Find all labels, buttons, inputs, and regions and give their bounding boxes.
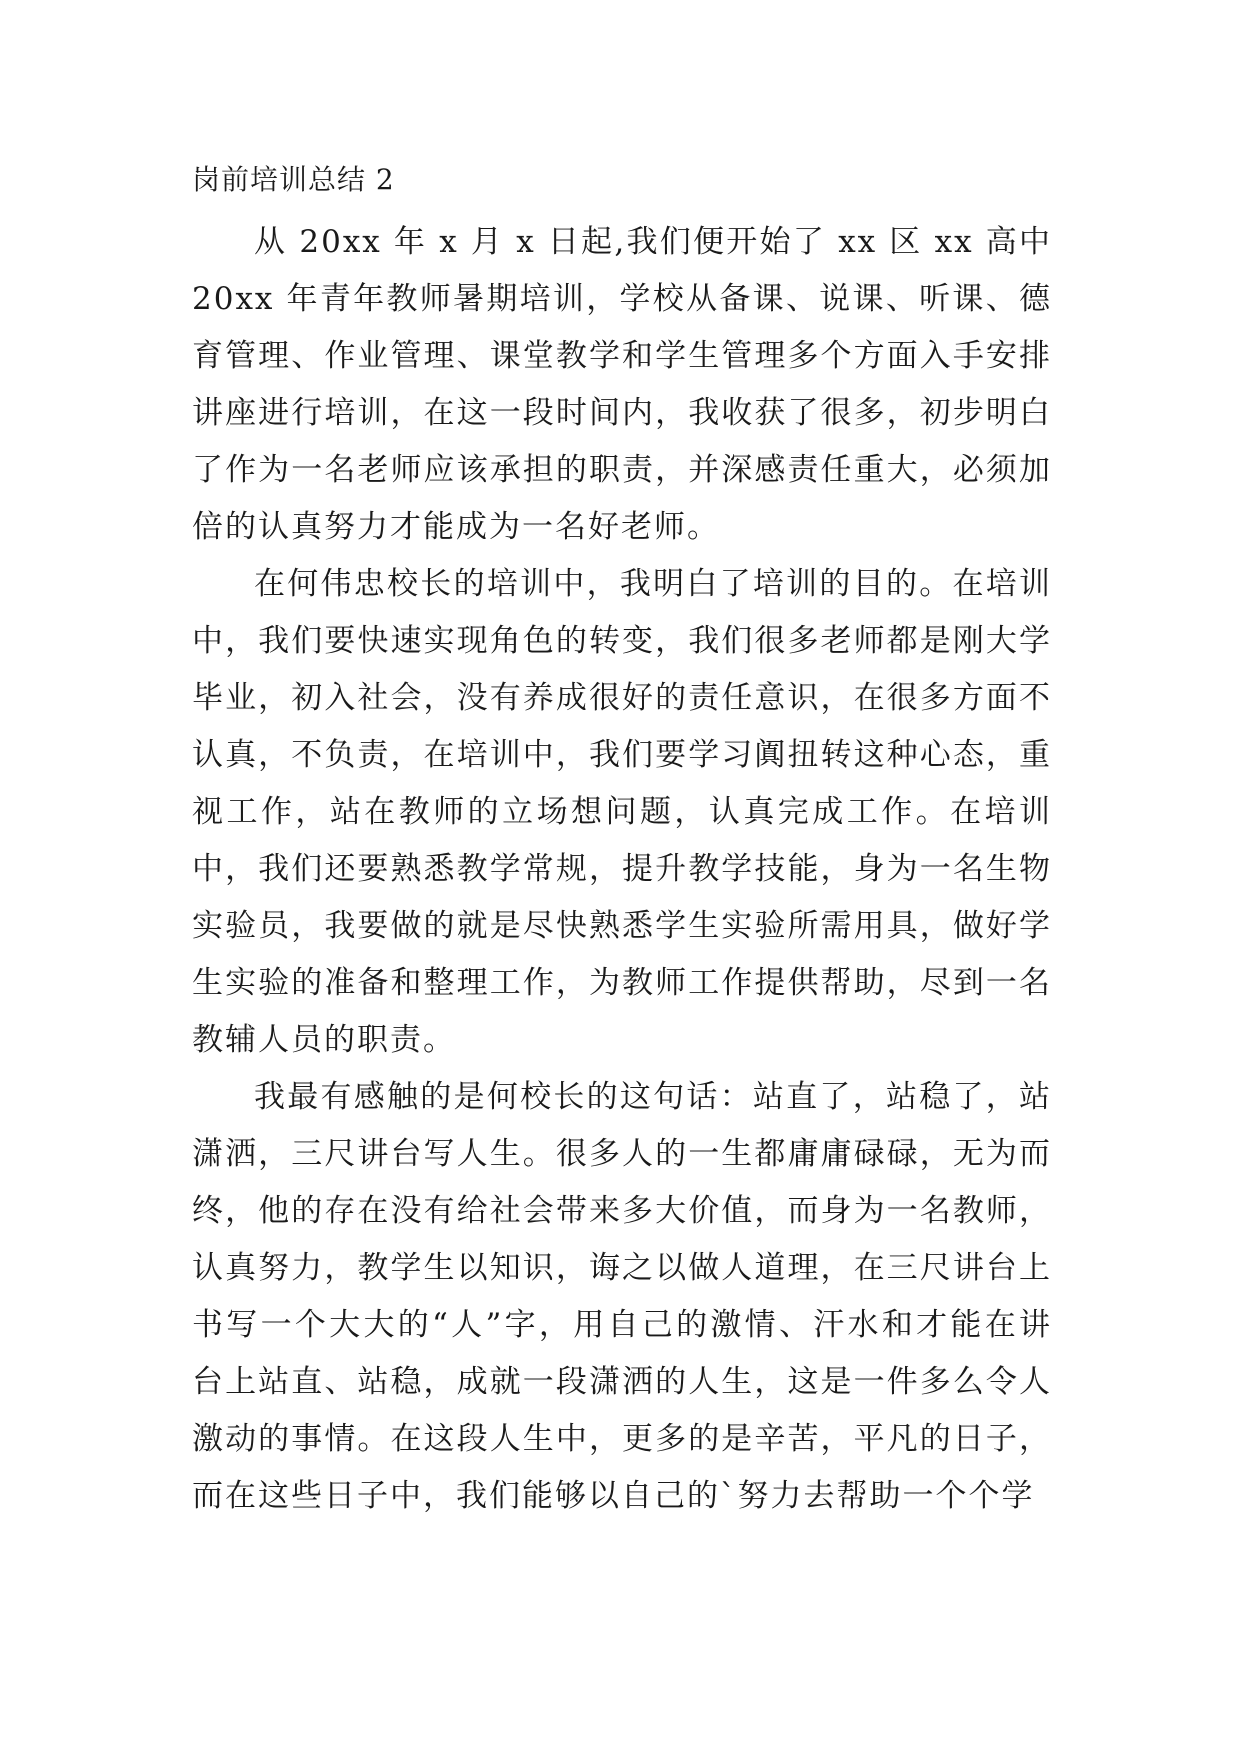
- document-body: [192, 160, 1052, 1525]
- paragraph-2: 在何伟忠校长的培训中，我明白了培训的目的。在培训中，我们要快速实现角色的转变，我们很多老师都是刚大学毕业，初入社会，没有养成很好的责任意识，在很多方面不认真，不负责，在培训中，我们要学习阗扭转这种心态，重视工作，站在教师的立场想问题，认真完成工作。在培训中，我们还要熟悉教学常规，提升教学技能，身为一名生物实验员，我要做的就是尽快熟悉学生实验所需用具，做好学生实验的准备和整理工作，为教师工作提供帮助，尽到一名教辅人员的职责。: [192, 566, 1052, 1058]
- document-title: 岗前培训总结 2: [192, 163, 395, 196]
- paragraph-1: 从 20xx 年 x 月 x 日起,我们便开始了 xx 区 xx 高中 20xx 年青年教师暑期培训，学校从备课、说课、听课、德育管理、作业管理、课堂教学和学生管理多个方面入手安排讲座进行培训，在这一段时间内，我收获了很多，初步明白了作为一名老师应该承担的职责，并深感责任重大，必须加倍的认真努力才能成为一名好老师。: [192, 224, 1052, 545]
- paragraph-3: 我最有感触的是何校长的这句话：站直了，站稳了，站潇洒，三尺讲台写人生。很多人的一生都庸庸碌碌，无为而终，他的存在没有给社会带来多大价值，而身为一名教师，认真努力，教学生以知识，诲之以做人道理，在三尺讲台上书写一个大大的“人”字，用自己的激情、汗水和才能在讲台上站直、站稳，成就一段潇洒的人生，这是一件多么令人激动的事情。在这段人生中，更多的是辛苦，平凡的日子，而在这些日子中，我们能够以自己的`努力去帮助一个个学: [192, 1079, 1052, 1514]
